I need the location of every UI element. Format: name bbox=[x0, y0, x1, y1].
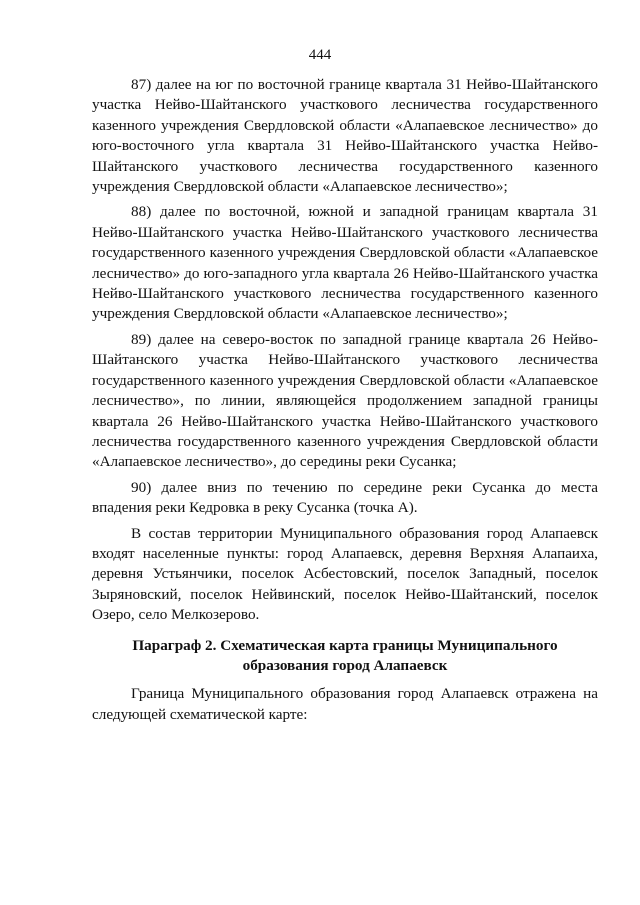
paragraph-87: 87) далее на юг по восточной границе квартала 31 Нейво-Шайтанского участка Нейво-Шайтанского участкового лесничества государственного казенного учреждения Свердловской области «Алапаевское лесничество» до юго-восточного угла квартала 31 Нейво-Шайтанского участка Нейво-Шайтанского участкового лесничества государственного казенного учреждения Свердловской области «Алапаевское лесничество»; bbox=[92, 76, 598, 196]
section-heading: Параграф 2. Схематическая карта границы Муниципального образования город Алапаевск bbox=[132, 636, 558, 674]
paragraph-89: 89) далее на северо-восток по западной границе квартала 26 Нейво-Шайтанского участка Нейво-Шайтанского участкового лесничества государственного казенного учреждения Свердловской области «Алапаевское лесничество», по линии, являющейся продолжением западной границы квартала 26 Нейво-Шайтанского участка Нейво-Шайтанского участкового лесничества государственного казенного учреждения Свердловской области «Алапаевское лесничество», до середины реки Сусанка; bbox=[92, 330, 598, 471]
document-body bbox=[92, 75, 598, 730]
paragraph-90: 90) далее вниз по течению по середине реки Сусанка до места впадения реки Кедровка в реку Сусанка (точка А). bbox=[92, 478, 598, 517]
settlements-paragraph: В состав территории Муниципального образования город Алапаевск входят населенные пункты: город Алапаевск, деревня Верхняя Алапаиха, деревня Устьянчики, поселок Асбестовский, поселок Западный, поселок Зыряновский, поселок Нейвинский, поселок Нейво-Шайтанский, поселок Озеро, село Мелкозерово. bbox=[92, 524, 598, 624]
map-intro-paragraph: Граница Муниципального образования город Алапаевск отражена на следующей схематической карте: bbox=[92, 685, 598, 723]
page-number: 444 bbox=[308, 47, 332, 63]
paragraph-88: 88) далее по восточной, южной и западной границам квартала 31 Нейво-Шайтанского участка Нейво-Шайтанского участкового лесничества государственного казенного учреждения Свердловской области «Алапаевское лесничество» до юго-западного угла квартала 26 Нейво-Шайтанского участка Нейво-Шайтанского участкового лесничества государственного казенного учреждения Свердловской области «Алапаевское лесничество»; bbox=[92, 203, 598, 323]
